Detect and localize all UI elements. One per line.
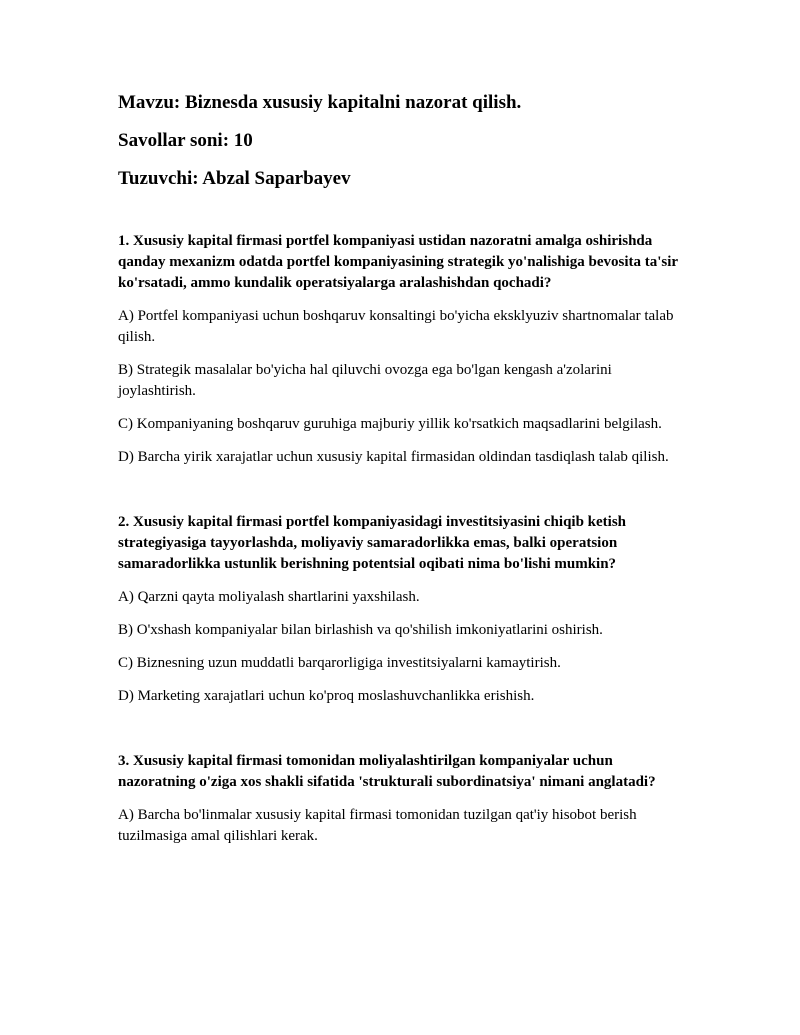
answer-option-b: B) Strategik masalalar bo'yicha hal qiluvchi ovozga ega bo'lgan kengash a'zolarini joylashtirish. <box>118 362 612 399</box>
answer-option-d: D) Marketing xarajatlari uchun ko'proq moslashuvchanlikka erishish. <box>118 688 535 704</box>
document-header <box>118 91 690 191</box>
answer-option-a: A) Barcha bo'linmalar xususiy kapital firmasi tomonidan tuzilgan qat'iy hisobot berish tuzilmasiga amal qilishlari kerak. <box>118 807 637 844</box>
answer-option-b: B) O'xshash kompaniyalar bilan birlashish va qo'shilish imkoniyatlarini oshirish. <box>118 622 603 638</box>
document-page <box>118 91 690 891</box>
question-count-heading: Savollar soni: 10 <box>118 130 253 151</box>
answer-option-a: A) Portfel kompaniyasi uchun boshqaruv konsaltingi bo'yicha eksklyuziv shartnomalar talab qilish. <box>118 308 674 345</box>
question-text: 2. Xususiy kapital firmasi portfel kompaniyasidagi investitsiyasini chiqib ketish strategiyasiga tayyorlashda, moliyaviy samaradorlikka emas, balki operatsion samaradorlikka ustunlik berishning potentsial oqibati nima bo'lishi mumkin? <box>118 514 627 572</box>
question-2 <box>118 512 690 707</box>
author-heading: Tuzuvchi: Abzal Saparbayev <box>118 168 351 189</box>
answer-option-a: A) Qarzni qayta moliyalash shartlarini yaxshilash. <box>118 589 420 605</box>
topic-heading: Mavzu: Biznesda xususiy kapitalni nazorat qilish. <box>118 92 522 113</box>
question-3 <box>118 751 690 847</box>
question-1 <box>118 231 690 468</box>
question-text: 1. Xususiy kapital firmasi portfel kompaniyasi ustidan nazoratni amalga oshirishda qanday mexanizm odatda portfel kompaniyasining strategik yo'nalishiga bevosita ta'sir ko'rsatadi, ammo kundalik operatsiyalarga aralashishdan qochadi? <box>118 233 678 291</box>
question-text: 3. Xususiy kapital firmasi tomonidan moliyalashtirilgan kompaniyalar uchun nazoratning o'ziga xos shakli sifatida 'strukturali subordinatsiya' nimani anglatadi? <box>118 753 656 790</box>
answer-option-c: C) Biznesning uzun muddatli barqarorligiga investitsiyalarni kamaytirish. <box>118 655 561 671</box>
answer-option-d: D) Barcha yirik xarajatlar uchun xususiy kapital firmasidan oldindan tasdiqlash talab qilish. <box>118 449 669 465</box>
answer-option-c: C) Kompaniyaning boshqaruv guruhiga majburiy yillik ko'rsatkich maqsadlarini belgilash. <box>118 416 662 432</box>
